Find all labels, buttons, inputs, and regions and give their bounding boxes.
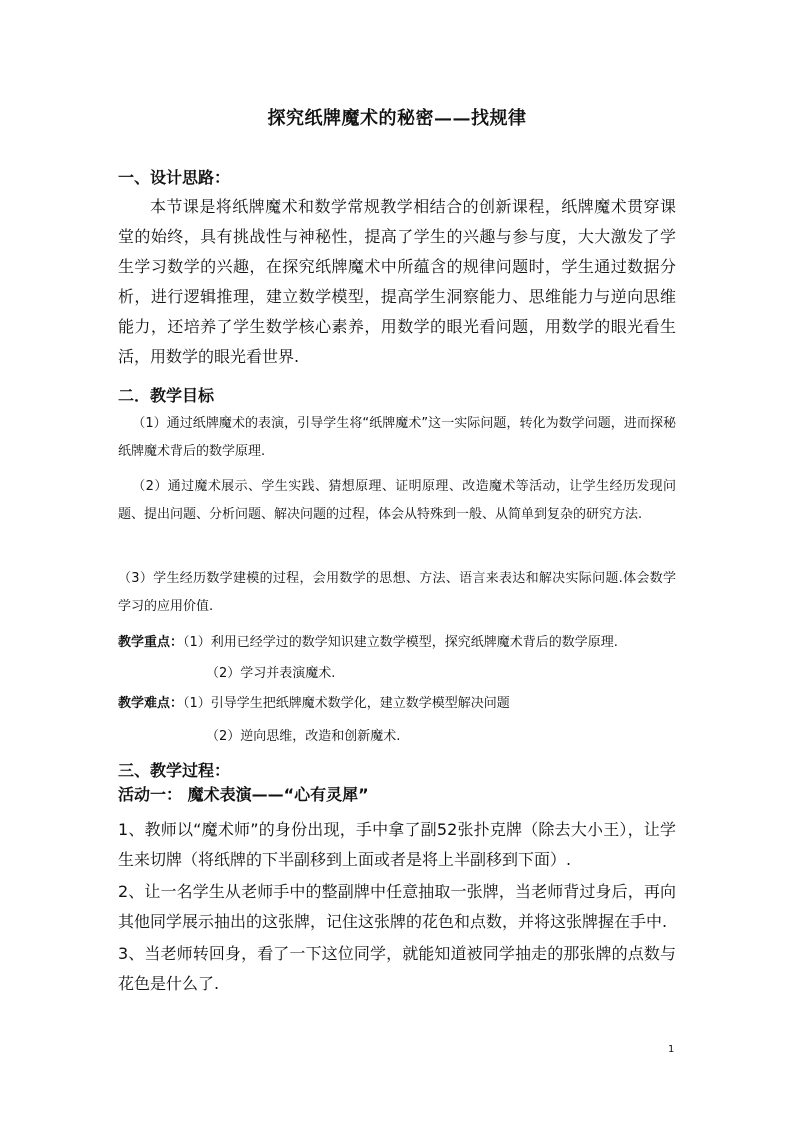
section-heading-design: 一、设计思路： bbox=[118, 168, 231, 187]
key-point-2: （2）学习并表演魔术. bbox=[206, 666, 336, 681]
page-number: 1 bbox=[668, 1044, 675, 1055]
difficulty-2: （2）逆向思维，改造和创新魔术. bbox=[206, 729, 401, 744]
difficulty-1: （1）引导学生把纸牌魔术数学化，建立数学模型解决问题 bbox=[183, 696, 510, 711]
goal-1: （1）通过纸牌魔术的表演，引导学生将“纸牌魔术”这一实际问题，转化为数学问题，进而探秘纸牌魔术背后的数学原理. bbox=[118, 416, 676, 459]
document-title: 探究纸牌魔术的秘密——找规律 bbox=[267, 108, 527, 129]
key-point-row bbox=[118, 629, 618, 657]
key-point-1: （1）利用已经学过的数学知识建立数学模型，探究纸牌魔术背后的数学原理. bbox=[183, 635, 618, 650]
key-point-label: 教学重点： bbox=[118, 635, 184, 650]
step-3: 3、当老师转回身，看了一下这位同学，就能知道被同学抽走的那张牌的点数与花色是什么了. bbox=[118, 944, 676, 993]
section-heading-goals: 二．教学目标 bbox=[118, 386, 215, 405]
design-paragraph: 本节课是将纸牌魔术和数学常规教学相结合的创新课程，纸牌魔术贯穿课堂的始终，具有挑战性与神秘性，提高了学生的兴趣与参与度，大大激发了学生学习数学的兴趣，在探究纸牌魔术中所蕴含的规律问题时，学生通过数据分析，进行逻辑推理，建立数学模型，提高学生洞察能力、思维能力与逆向思维能力，还培养了学生数学核心素养，用数学的眼光看问题，用数学的眼光看生活，用数学的眼光看世界. bbox=[118, 197, 676, 366]
step-1: 1、教师以“魔术师”的身份出现，手中拿了副52张扑克牌（除去大小王），让学生来切牌（将纸牌的下半副移到上面或者是将上半副移到下面）. bbox=[118, 820, 676, 869]
difficulty-label: 教学难点： bbox=[118, 696, 184, 711]
activity-title: 活动一： 魔术表演——“心有灵犀” bbox=[118, 785, 369, 804]
step-2: 2、让一名学生从老师手中的整副牌中任意抽取一张牌，当老师背过身后，再向其他同学展示抽出的这张牌，记住这张牌的花色和点数，并将这张牌握在手中. bbox=[118, 882, 676, 931]
goal-2: （2）通过魔术展示、学生实践、猜想原理、证明原理、改造魔术等活动，让学生经历发现问题、提出问题、分析问题、解决问题的过程，体会从特殊到一般、从简单到复杂的研究方法. bbox=[118, 479, 676, 522]
goal-3: （3）学生经历数学建模的过程，会用数学的思想、方法、语言来表达和解决实际问题.体会数学学习的应用价值. bbox=[118, 571, 676, 614]
difficulty-row bbox=[118, 690, 510, 718]
section-heading-process: 三、教学过程： bbox=[118, 761, 231, 780]
